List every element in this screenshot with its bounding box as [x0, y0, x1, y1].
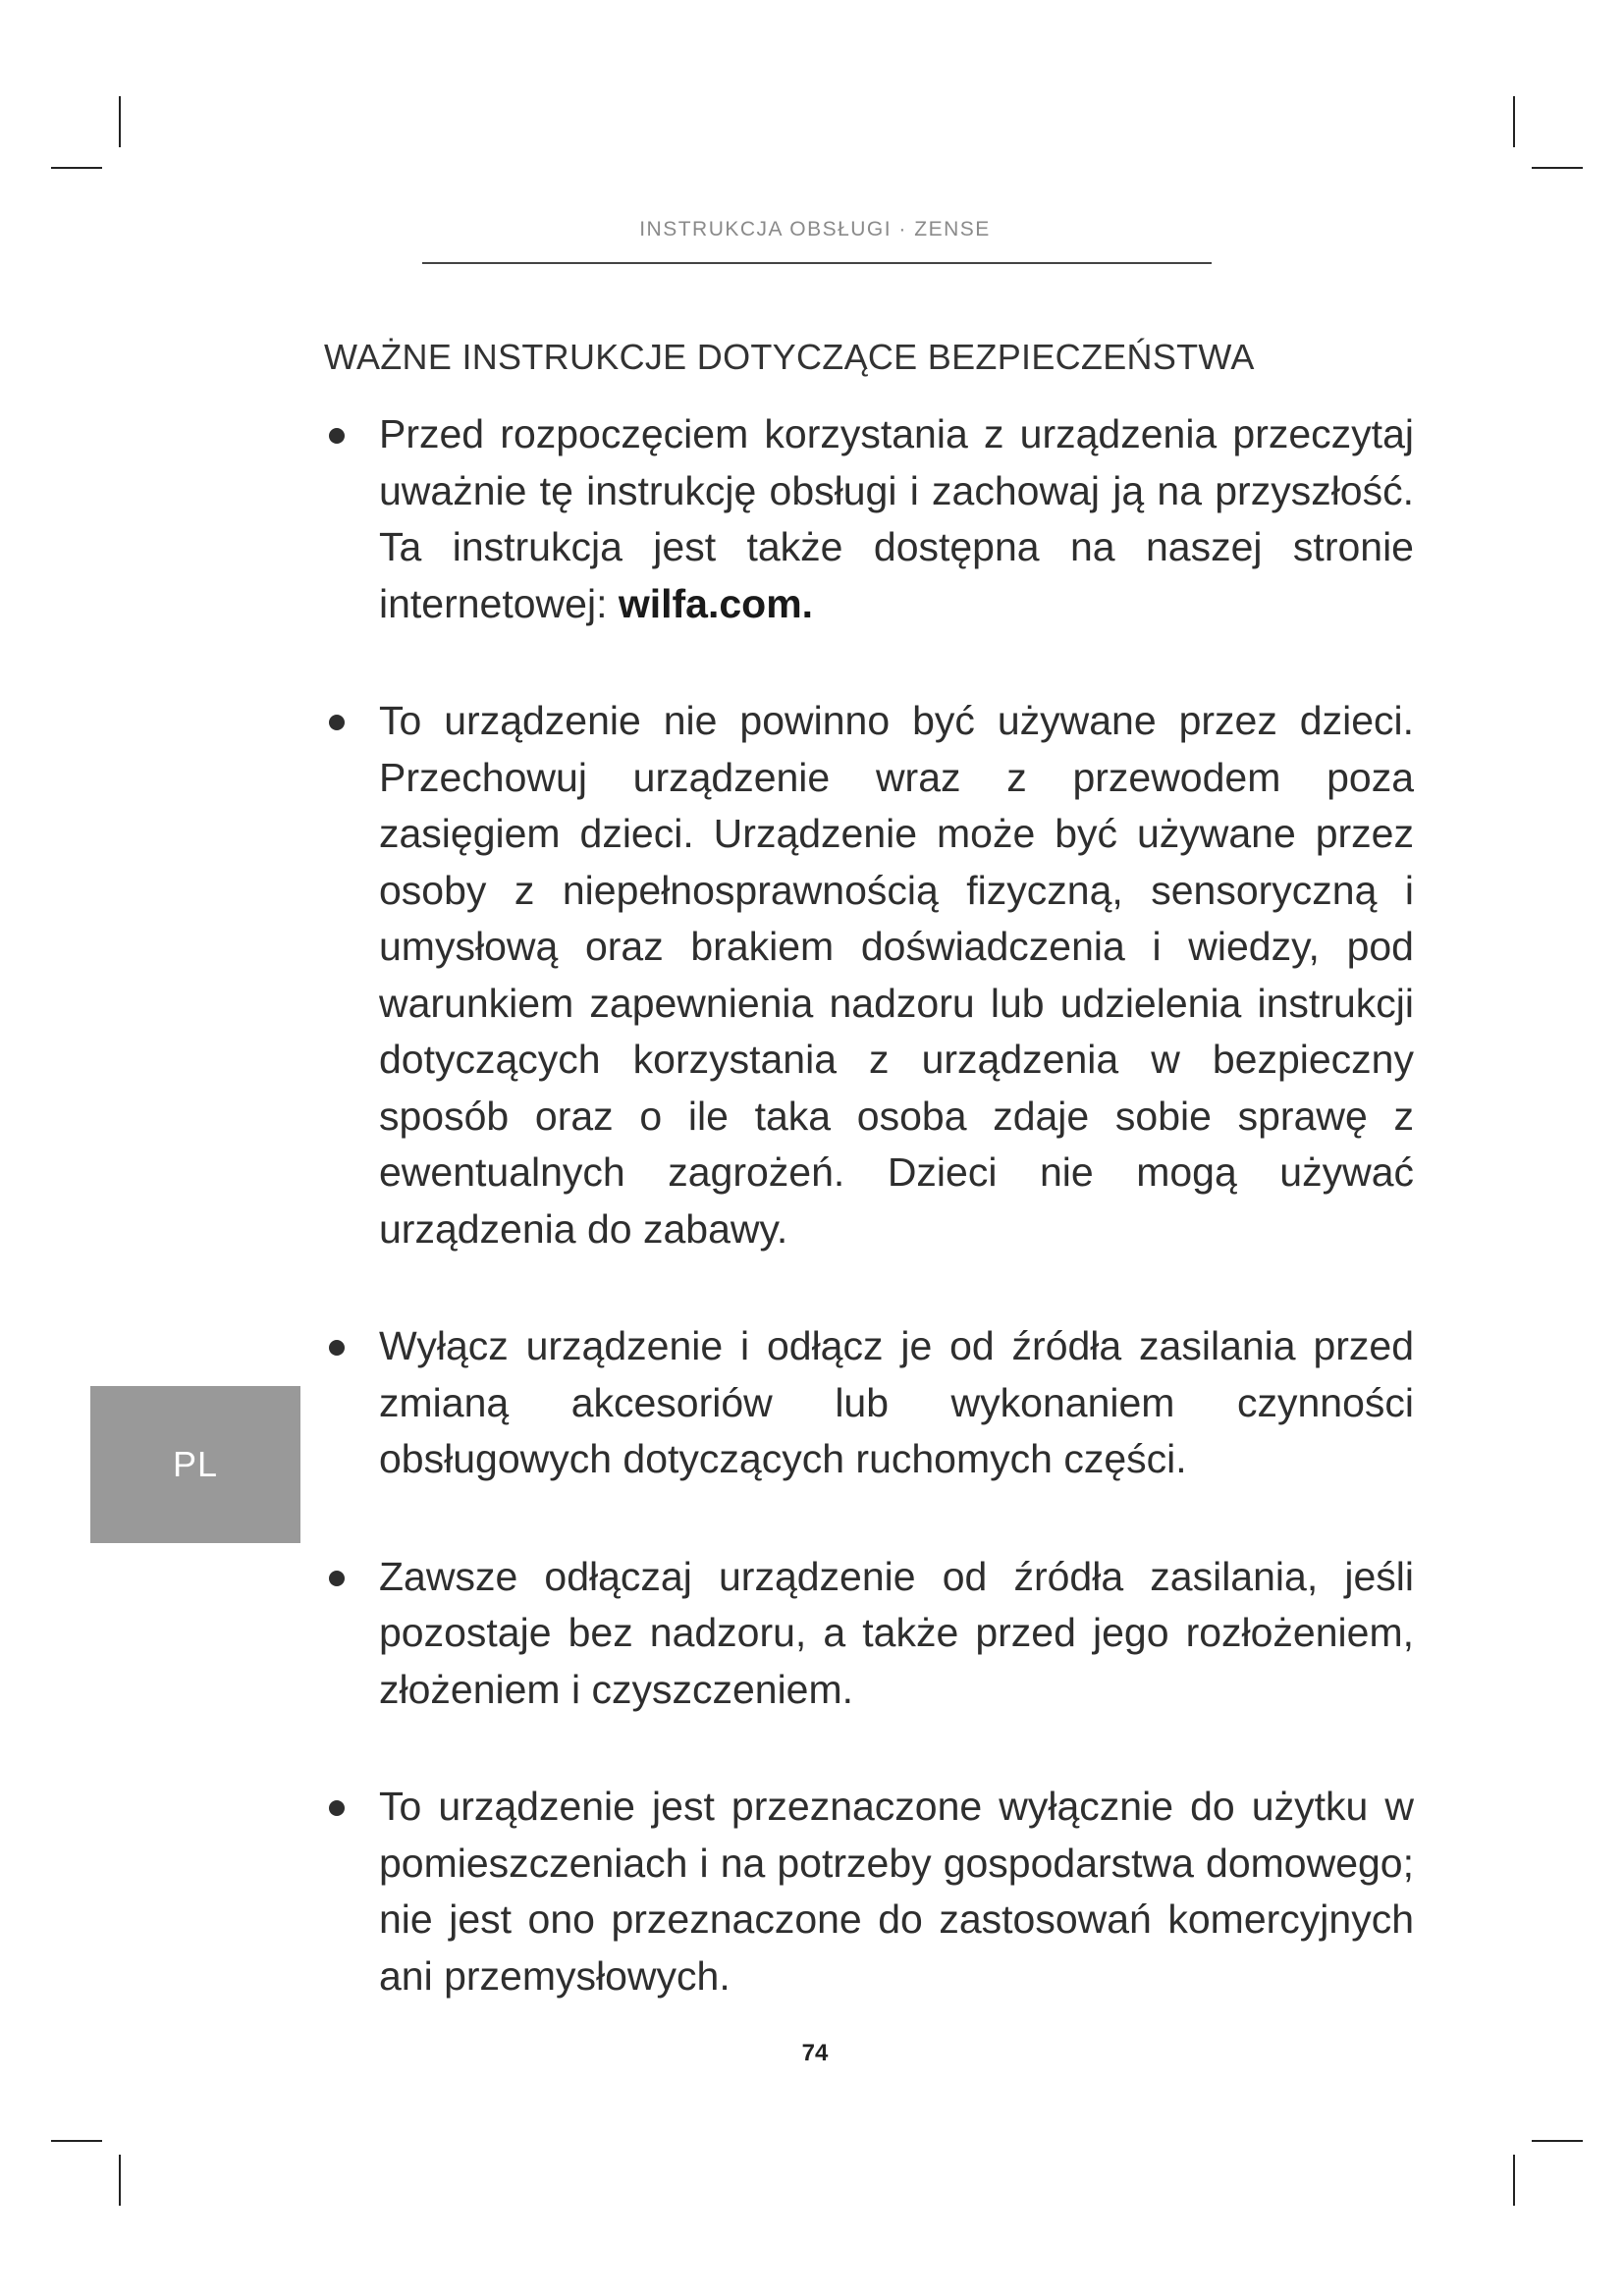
- language-tab-label: PL: [172, 1444, 219, 1484]
- crop-mark-top-left-vertical: [119, 96, 121, 147]
- bullet-dot-icon: [329, 428, 345, 444]
- list-item: [324, 1779, 1414, 2004]
- crop-mark-top-right-vertical: [1513, 96, 1515, 147]
- crop-mark-top-right-horizontal: [1532, 167, 1583, 169]
- page-number: 74: [801, 2040, 829, 2066]
- list-item: [324, 693, 1414, 1257]
- bullet-text: To urządzenie jest przeznaczone wyłącznie do użytku w pomieszczeniach i na potrzeby gospodarstwa domowego; nie jest ono przeznaczone do zastosowań komercyjnych ani przemysłowych.: [379, 1784, 1414, 1999]
- bullet-text: Wyłącz urządzenie i odłącz je od źródła zasilania przed zmianą akcesoriów lub wykonaniem czynności obsługowych dotyczących ruchomych części.: [379, 1323, 1414, 1481]
- crop-mark-bottom-right-vertical: [1513, 2155, 1515, 2206]
- website-link[interactable]: wilfa.com.: [618, 580, 814, 626]
- bullet-text: Zawsze odłączaj urządzenie od źródła zasilania, jeśli pozostaje bez nadzoru, a także przed jego rozłożeniem, złożeniem i czyszczeniem.: [379, 1553, 1414, 1712]
- crop-mark-bottom-right-horizontal: [1532, 2140, 1583, 2142]
- bullet-dot-icon: [329, 1800, 345, 1816]
- list-item: [324, 1318, 1414, 1488]
- bullet-dot-icon: [329, 715, 345, 730]
- bullet-dot-icon: [329, 1571, 345, 1586]
- list-item: [324, 406, 1414, 632]
- list-item: [324, 1549, 1414, 1719]
- crop-mark-bottom-left-vertical: [119, 2155, 121, 2206]
- bullet-text: To urządzenie nie powinno być używane przez dzieci. Przechowuj urządzenie wraz z przewodem poza zasięgiem dzieci. Urządzenie może być używane przez osoby z niepełnosprawnością fizyczną, sensoryczną i umysłową oraz brakiem doświadczenia i wiedzy, pod warunkiem zapewnienia nadzoru lub udzielenia instrukcji dotyczących korzystania z urządzenia w bezpieczny sposób oraz o ile taka osoba zdaje sobie sprawę z ewentualnych zagrożeń. Dzieci nie mogą używać urządzenia do zabawy.: [379, 698, 1414, 1252]
- language-tab: [90, 1386, 300, 1543]
- crop-mark-bottom-left-horizontal: [51, 2140, 102, 2142]
- header-rule: [422, 262, 1212, 264]
- bullet-text: Przed rozpoczęciem korzystania z urządzenia przeczytaj uważnie tę instrukcję obsługi i zachowaj ją na przyszłość. Ta instrukcja jest także dostępna na naszej stronie internetowej:: [379, 411, 1414, 626]
- crop-mark-top-left-horizontal: [51, 167, 102, 169]
- bullet-dot-icon: [329, 1340, 345, 1356]
- safety-instructions-list: [324, 406, 1414, 2004]
- section-title: WAŻNE INSTRUKCJE DOTYCZĄCE BEZPIECZEŃSTWA: [324, 337, 1255, 377]
- running-header: INSTRUKCJA OBSŁUGI · ZENSE: [639, 218, 991, 240]
